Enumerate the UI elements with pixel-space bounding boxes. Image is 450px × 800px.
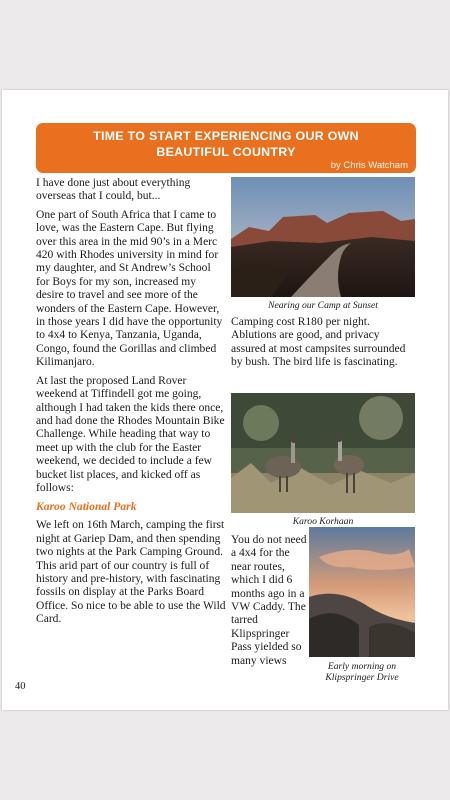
article-title-banner (36, 123, 416, 173)
paragraph-near-routes: You do not need a 4x4 for the near routes, which I did 6 months ago in a VW Caddy. The tarred Klipspringer Pass yielded so many views (231, 534, 307, 667)
article-title (36, 128, 416, 160)
paragraph-eastern-cape: One part of South Africa that I came to love, was the Eastern Cape. But flying over this area in the mid 90’s in a Merc 420 with Rhodes university in mind for my daughter, and St Andrew’s School for Boys for my son, increased my desire to travel and see more of the wonders of the Eastern Cape. However, in those years I did have the opportunity to 4x4 to Kenya, Tanzania, Uganda, Congo, found the Gorillas and climbed Kilimanjaro. (36, 208, 223, 369)
caption-karoo-korhaan: Karoo Korhaan (292, 516, 354, 527)
article-title-line-2: BEAUTIFUL COUNTRY (156, 145, 296, 159)
caption-klipspringer-line-1: Early morning on (327, 661, 397, 672)
caption-klipspringer-line-2: Klipspringer Drive (325, 672, 399, 683)
paragraph-camping-cost: Camping cost R180 per night. Ablutions are good, and privacy assured at most campsites surrounded by bush. The bird life is fascinating. (231, 316, 406, 369)
photo-karoo-korhaan (231, 393, 415, 513)
photo-karoo-korhaan-image (231, 393, 415, 513)
paragraph-intro: I have done just about everything overseas that I could, but... (36, 177, 191, 203)
caption-klipspringer-drive (309, 661, 415, 683)
article-title-line-1: TIME TO START EXPERIENCING OUR OWN (93, 129, 359, 143)
photo-klipspringer-drive (309, 527, 415, 657)
byline: by Chris Watcham (330, 160, 408, 171)
magazine-page (2, 90, 448, 710)
caption-road-sunset: Nearing our Camp at Sunset (268, 300, 378, 311)
subheading-karoo-national-park: Karoo National Park (36, 500, 137, 514)
page-number: 40 (15, 681, 26, 692)
left-column (36, 177, 226, 632)
paragraph-land-rover-weekend: At last the proposed Land Rover weekend at Tiffindell got me going, although I had taken the kids there once, and had done the Rhodes Mountain Bike Challenge. While heading that way to meet up with the club for the Easter weekend, we decided to include a few bucket list places, and kicked off as follows: (36, 374, 225, 494)
photo-road-sunset-image (231, 177, 415, 297)
photo-klipspringer-drive-image (309, 527, 415, 657)
paragraph-karoo: We left on 16th March, camping the first night at Gariep Dam, and then spending two nights at the Park Camping Ground. This arid part of our country is full of history and pre-history, with fascinating fossils on display at the Parks Board Office. So nice to be able to use the Wild Card. (36, 519, 226, 626)
photo-road-sunset (231, 177, 415, 297)
